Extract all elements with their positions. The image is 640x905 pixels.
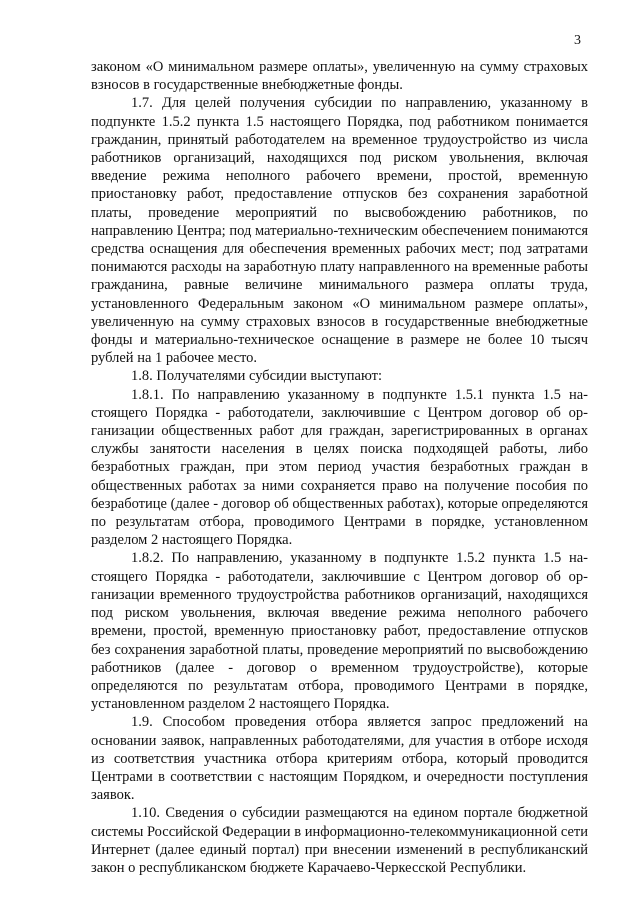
document-body bbox=[91, 58, 588, 877]
paragraph-1-9: 1.9. Способом проведения отбора является запрос предложений на основании заявок, направленных работодателями, для участия в отборе исходя из соответствия участника отбора критериям отбора, который проводится Центрами в соответствии с настоящим Порядком, и очередности поступления заявок. bbox=[91, 714, 588, 804]
paragraph-1-8: 1.8. Получателями субсидии выступают: bbox=[131, 368, 383, 385]
paragraph-1-8-2: 1.8.2. По направлению, указанному в подпункте 1.5.2 пункта 1.5 настоящего Порядка - работодатели, заключившие с Центром договор об организации временного трудоустройства работников организаций, находящихся под риском увольнения, включая введение режима неполного рабочего времени, простой, временную приостановку работ, предоставление отпусков без сохранения заработной платы, проведение мероприятий по высвобождению работников (далее - договор о временном трудоустройстве), которые определяются по результатам отбора, проводимого Центрами в порядке, установленном разделом 2 настоящего Порядка. bbox=[91, 550, 588, 713]
paragraph-1-7: 1.7. Для целей получения субсидии по направлению, указанному в подпункте 1.5.2 пункта 1.5 настоящего Порядка, под работником понимается гражданин, принятый работодателем на временное трудоустройство из числа работников организаций, находящихся под риском увольнения, включая введение режима неполного рабочего времени, простой, временную приостановку работ, предоставление отпусков без сохранения заработной платы, проведение мероприятий по высвобождению работников, по направлению Центра; под материально-техническим обеспечением понимаются средства оснащения для обеспечения временных рабочих мест; под затратами понимаются расходы на заработную плату направленного на временные работы гражданина, равные величине минимального размера оплаты труда, установленного Федеральным законом «О минимальном размере оплаты», увеличенную на сумму страховых взносов в государственные внебюджетные фонды и материально-техническое оснащение в размере не более 10 тысяч рублей на 1 рабочее место. bbox=[91, 95, 588, 367]
paragraph-1-10: 1.10. Сведения о субсидии размещаются на едином портале бюджетной системы Российской Федерации в информационно-телекоммуникационной сети Интернет (далее единый портал) при внесении изменений в республиканский закон о республиканском бюджете Карачаево-Черкесской Республики. bbox=[91, 805, 588, 876]
paragraph-1-8-1: 1.8.1. По направлению указанному в подпункте 1.5.1 пункта 1.5 настоящего Порядка - работодатели, заключившие с Центром договор об организации общественных работ для граждан, зарегистрированных в органах службы занятости населения в целях поиска подходящей работы, либо безработных граждан, при этом период участия безработных граждан в общественных работах за ними сохраняется право на получение пособия по безработице (далее - договор об общественных работах), которые определяются по результатам отбора, проводимого Центрами в порядке, установленном разделом 2 настоящего Порядка. bbox=[91, 386, 588, 549]
page-number: 3 bbox=[574, 33, 581, 48]
paragraph-continuation: законом «О минимальном размере оплаты», увеличенную на сумму страховых взносов в государственные внебюджетные фонды. bbox=[91, 59, 588, 94]
